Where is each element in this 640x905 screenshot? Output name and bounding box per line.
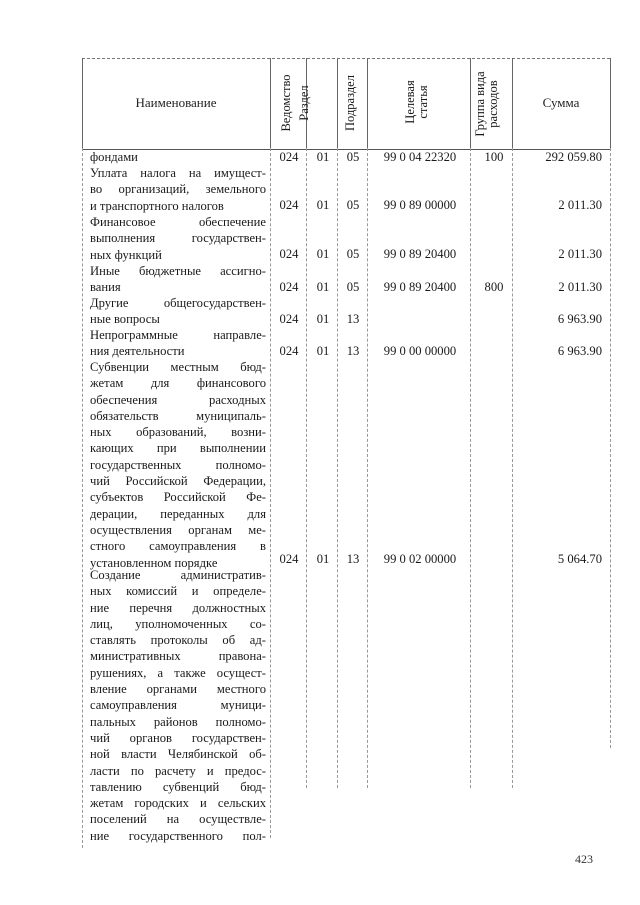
cell-celevaya: 99 0 00 00000 bbox=[383, 344, 457, 358]
header-gruppa-line1: Группа вида bbox=[473, 71, 487, 137]
row-name-line: вания bbox=[90, 280, 121, 295]
row-name-line: Иные бюджетные ассигно- bbox=[90, 264, 266, 278]
column-rule bbox=[270, 148, 271, 838]
cell-vedomstvo: 024 bbox=[279, 150, 299, 164]
row-name-line: Непрограммные направле- bbox=[90, 328, 266, 342]
cell-celevaya: 99 0 89 20400 bbox=[383, 280, 457, 294]
cell-podrazdel: 05 bbox=[346, 280, 360, 294]
cell-razdel: 01 bbox=[316, 198, 330, 212]
cell-razdel: 01 bbox=[316, 150, 330, 164]
row-name-line: кающих при выполнении bbox=[90, 441, 266, 456]
row-name-line: и транспортного налогов bbox=[90, 198, 224, 213]
header-razdel: Раздел bbox=[297, 85, 311, 121]
cell-celevaya: 99 0 04 22320 bbox=[383, 150, 457, 164]
column-rule bbox=[306, 148, 307, 788]
row-name-line: Другие общегосударствен- bbox=[90, 296, 266, 310]
row-name-line: Создание административ- bbox=[90, 568, 266, 582]
row-name-line: ных образований, возни- bbox=[90, 425, 266, 440]
cell-summa: 6 963.90 bbox=[557, 344, 602, 358]
header-gruppa bbox=[474, 59, 504, 149]
cell-podrazdel: 13 bbox=[346, 552, 360, 566]
row-name bbox=[90, 295, 266, 328]
cell-razdel: 01 bbox=[316, 344, 330, 358]
row-name-line: Финансовое обеспечение bbox=[90, 215, 266, 229]
header-podrazdel: Подраздел bbox=[343, 75, 357, 131]
header-summa: Сумма bbox=[542, 95, 580, 110]
row-name-line: обеспечения расходных bbox=[90, 392, 266, 407]
cell-razdel: 01 bbox=[316, 280, 330, 294]
row-name bbox=[90, 165, 266, 214]
cell-vedomstvo: 024 bbox=[279, 552, 299, 566]
cell-vedomstvo: 024 bbox=[279, 312, 299, 326]
row-name-line: вление органами местного bbox=[90, 682, 266, 697]
row-name-line: чий органов государствен- bbox=[90, 730, 266, 745]
cell-podrazdel: 05 bbox=[346, 247, 360, 261]
row-name-line: ние перечня должностных bbox=[90, 600, 266, 615]
cell-celevaya: 99 0 89 20400 bbox=[383, 247, 457, 261]
cell-razdel: 01 bbox=[316, 312, 330, 326]
cell-gruppa: 100 bbox=[484, 150, 504, 164]
cell-summa: 6 963.90 bbox=[557, 312, 602, 326]
row-name-line: пальных районов полномо- bbox=[90, 714, 266, 729]
cell-podrazdel: 13 bbox=[346, 312, 360, 326]
header-celevaya-line1: Целевая bbox=[403, 80, 417, 124]
row-name-line: жетам городских и сельских bbox=[90, 796, 266, 811]
row-name-line: выполнения государствен- bbox=[90, 231, 266, 246]
cell-razdel: 01 bbox=[316, 552, 330, 566]
row-name-line: ные вопросы bbox=[90, 312, 160, 327]
row-name-line: тавлению субвенций бюд- bbox=[90, 779, 266, 794]
column-rule bbox=[610, 58, 611, 148]
row-name-line: дерации, переданных для bbox=[90, 506, 266, 521]
cell-vedomstvo: 024 bbox=[279, 198, 299, 212]
cell-vedomstvo: 024 bbox=[279, 247, 299, 261]
cell-summa: 2 011.30 bbox=[558, 198, 602, 212]
row-name-line: государственных полномо- bbox=[90, 457, 266, 472]
row-name-line: субъектов Российской Фе- bbox=[90, 490, 266, 505]
column-rule bbox=[367, 148, 368, 788]
row-name-line: во организаций, земельного bbox=[90, 182, 266, 197]
column-rule bbox=[367, 58, 368, 148]
row-name-line: осуществления органам ме- bbox=[90, 522, 266, 537]
column-rule bbox=[337, 58, 338, 148]
row-name bbox=[90, 214, 266, 263]
cell-summa: 2 011.30 bbox=[558, 280, 602, 294]
column-rule bbox=[470, 58, 471, 148]
row-name-line: ласти по расчету и предос- bbox=[90, 763, 266, 778]
cell-summa: 2 011.30 bbox=[558, 247, 602, 261]
cell-summa: 292 059.80 bbox=[545, 150, 602, 164]
row-name-line: лиц, уполномоченных со- bbox=[90, 616, 266, 631]
row-name bbox=[90, 359, 266, 571]
column-rule bbox=[512, 148, 513, 788]
row-name bbox=[90, 149, 266, 165]
cell-podrazdel: 05 bbox=[346, 150, 360, 164]
row-name-line: ния деятельности bbox=[90, 344, 185, 359]
column-rule bbox=[610, 148, 611, 748]
row-name-line: самоуправления муници- bbox=[90, 698, 266, 713]
row-name-line: ставлять протоколы об ад- bbox=[90, 633, 266, 648]
row-name-line: чий Российской Федерации, bbox=[90, 474, 266, 489]
column-rule bbox=[82, 148, 83, 848]
cell-summa: 5 064.70 bbox=[557, 552, 602, 566]
row-name-line: Уплата налога на имущест- bbox=[90, 166, 266, 180]
cell-vedomstvo: 024 bbox=[279, 344, 299, 358]
header-celevaya bbox=[404, 62, 432, 142]
cell-vedomstvo: 024 bbox=[279, 280, 299, 294]
row-name bbox=[90, 327, 266, 360]
cell-podrazdel: 05 bbox=[346, 198, 360, 212]
row-name-line: ной власти Челябинской об- bbox=[90, 747, 266, 762]
header-gruppa-line2: расходов bbox=[486, 80, 500, 128]
row-name-line: установленном порядке bbox=[90, 555, 218, 570]
row-name-line: жетам для финансового bbox=[90, 376, 266, 391]
row-name-line: фондами bbox=[90, 150, 138, 164]
page-number: 423 bbox=[575, 852, 593, 866]
header-celevaya-line2: статья bbox=[416, 85, 430, 119]
row-name-line: рушениях, а также осущест- bbox=[90, 665, 266, 680]
column-rule bbox=[270, 58, 271, 148]
row-name-line: обязательств муниципаль- bbox=[90, 408, 266, 423]
header-vedomstvo: Ведомство bbox=[279, 74, 293, 132]
header-name: Наименование bbox=[135, 95, 217, 110]
column-rule bbox=[470, 148, 471, 788]
cell-celevaya: 99 0 89 00000 bbox=[383, 198, 457, 212]
cell-razdel: 01 bbox=[316, 247, 330, 261]
row-name-line: министративных правона- bbox=[90, 649, 266, 664]
cell-podrazdel: 13 bbox=[346, 344, 360, 358]
row-name-line: поселений на осуществле- bbox=[90, 812, 266, 827]
row-name-line: Субвенции местным бюд- bbox=[90, 360, 266, 374]
row-name bbox=[90, 567, 266, 844]
column-rule bbox=[337, 148, 338, 788]
row-name bbox=[90, 263, 266, 296]
cell-celevaya: 99 0 02 00000 bbox=[383, 552, 457, 566]
row-name-line: ных комиссий и определе- bbox=[90, 584, 266, 599]
row-name-line: ние государственного пол- bbox=[90, 828, 266, 843]
cell-gruppa: 800 bbox=[484, 280, 504, 294]
row-name-line: стного самоуправления в bbox=[90, 539, 266, 554]
row-name-line: ных функций bbox=[90, 247, 162, 262]
